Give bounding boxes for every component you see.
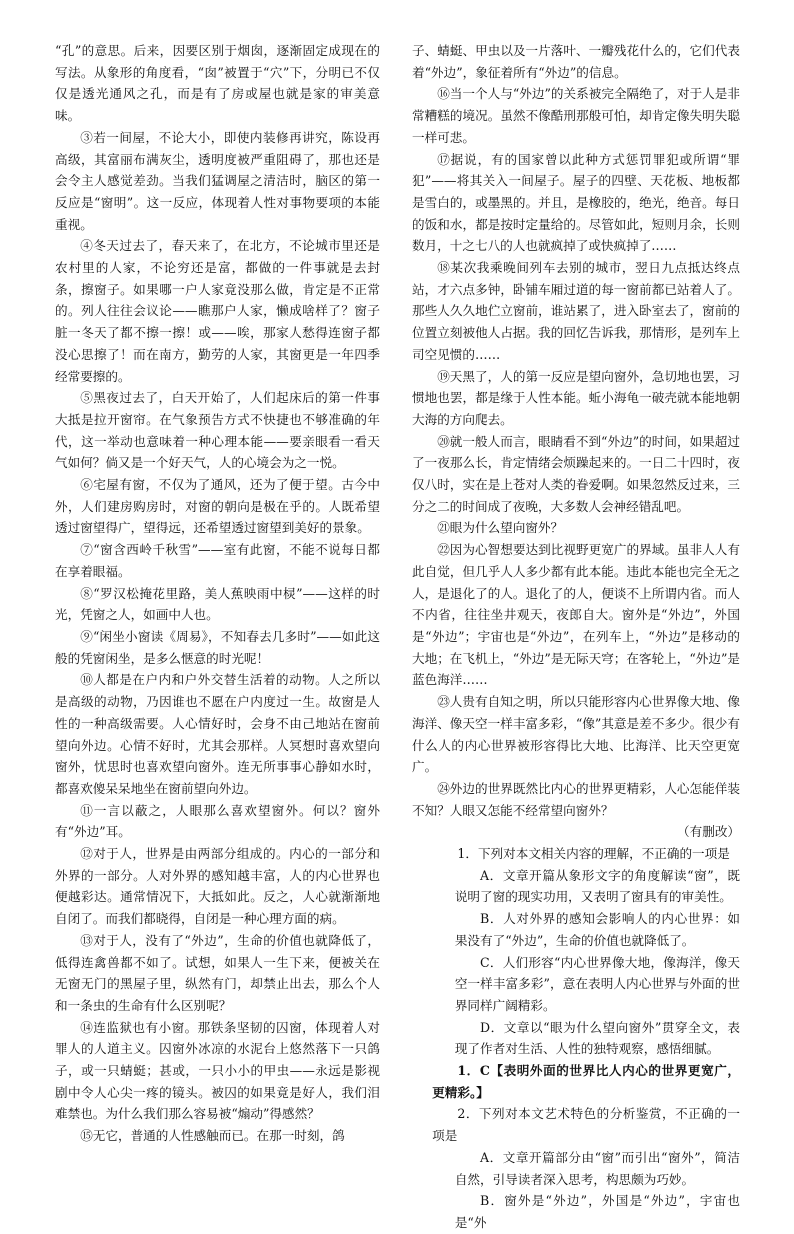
article-paragraph: ⑳就一般人而言，眼睛看不到“外边”的时间，如果超过了一夜那么长，肯定情绪会烦躁起来的。一日二十四时，夜仅八时，实在是上苍对人类的眷爱啊。如果忽然反过来，三分之二的时间成了夜晚，大多数人会神经错乱吧。 xyxy=(412,433,740,514)
right-column xyxy=(412,40,740,1234)
article-paragraph: ⑱某次我乘晚间列车去别的城市，翌日九点抵达终点站，才六点多钟，卧铺车厢过道的每一窗前都已站着人了。那些人久久地伫立窗前，谁站累了，进入卧室去了，窗前的位置立刻被他人占据。我的回忆告诉我，那情形，是列车上司空见惯的…… xyxy=(412,260,740,362)
article-paragraph: ③若一间屋，不论大小，即使内装修再讲究，陈设再高级，其富丽布满灰尘，透明度被严重阻碍了，那也还是会令主人感觉差劲。当我们猛调屋之清洁时，脑区的第一反应是“窗明”。这一反应，体现着人性对事物要项的本能重视。 xyxy=(55,129,380,232)
article-paragraph: ⑤黑夜过去了，白天开始了，人们起床后的第一件事大抵是拉开窗帘。在气象预告方式不快捷也不够准确的年代，这一举动也意味着一种心理本能——要亲眼看一看天气如何？倘又是一个好天气，人的心境会为之一悦。 xyxy=(55,390,380,471)
article-paragraph: ⑲天黑了，人的第一反应是望向窗外，急切地也罢，习惯地也罢，都是缘于人性本能。蚯小海龟一破壳就本能地朝大海的方向爬去。 xyxy=(412,368,740,427)
question-option: D．文章以“眼为什么望向窗外”贯穿全文，表现了作者对生活、人性的独特观察，感悟细腻。 xyxy=(454,1019,740,1057)
article-paragraph: ⑫对于人，世界是由两部分组成的。内心的一部分和外界的一部分。人对外界的感知越丰富，人的内心世界也便越彩达。通常情况下，大抵如此。反之，人心就渐渐地自闭了。而我们都晓得，自闭是一种心理方面的病。 xyxy=(55,846,380,927)
article-paragraph: ⑩人都是在户内和户外交替生活着的动物。人之所以是高级的动物，乃因谁也不愿在户内度过一生。故窗是人性的一种高级需要。人心情好时，会身不由己地站在窗前望向外边。心情不好时，尤其会那样。人冥想时喜欢望向窗外，忧思时也喜欢望向窗外。连无所事事心静如水时，都喜欢傻呆呆地坐在窗前望向外边。 xyxy=(55,672,380,796)
article-paragraph: 子、蜻蜓、甲虫以及一片落叶、一瓣残花什么的，它们代表着“外边”，象征着所有“外边”的信息。 xyxy=(412,43,740,80)
article-paragraph: ⑪一言以蔽之，人眼那么喜欢望窗外。何以？窗外有“外边”耳。 xyxy=(55,802,380,840)
article-paragraph: ㉒因为心智想要达到比视野更宽广的界域。虽非人人有此自觉，但几乎人人多少都有此本能。违此本能也完全无之人，是退化了的人。退化了的人，便谈不上所谓内省。而人不内省，往往坐井观天，夜郎自大。窗外是“外边”，外国是“外边”；宇宙也是“外边”，在列车上，“外边”是移动的大地；在飞机上，“外边”是无际天穹；在客轮上，“外边”是蓝色海洋…… xyxy=(412,542,741,688)
article-paragraph: ⑥宅屋有窗，不仅为了通风，还为了便于望。古今中外，人们建房购房时，对窗的朝向是极在乎的。人既希望透过窗望得广，望得远，还希望透过窗望到美好的景象。 xyxy=(55,477,380,536)
question-option: C．人们形容“内心世界像大地，像海洋，像天空一样丰富多彩”，意在表明人内心世界与外面的世界同样广阔精彩。 xyxy=(454,954,740,1013)
answer-key: 1．C【表明外面的世界比人内心的世界更宽广，更精彩。】 xyxy=(432,1063,740,1100)
article-paragraph: ㉑眼为什么望向窗外？ xyxy=(437,520,564,536)
question-option: B．人对外界的感知会影响人的内心世界：如果没有了“外边”，生命的价值也就降低了。 xyxy=(454,911,740,948)
article-paragraph: ⑦“窗含西岭千秋雪”——室有此窗，不能不说每日都在享着眼福。 xyxy=(55,542,380,579)
article-paragraph: ⑬对于人，没有了“外边”，生命的价值也就降低了，低得连禽兽都不如了。试想，如果人一生下来，便被关在无窗无门的黑屋子里，纵然有门，却禁止出去，那么个人和一条虫的生命有什么区别呢？ xyxy=(55,932,380,1013)
source-note: （有删改） xyxy=(677,824,740,840)
article-paragraph: ④冬天过去了，春天来了，在北方，不论城市里还是农村里的人家，不论穷还是富，都做的一件事就是去封条，擦窗子。如果哪一户人家竟没那么做，肯定是不正常的。列人往往会议论——瞧那户人家，懒成啥样了？窗子脏一冬天了都不擦一擦！或——唉，那家人愁得连窗子都没心思擦了！而在南方，勤劳的人家，其窗更是一年四季经常要擦的。 xyxy=(55,238,380,384)
article-paragraph: ⑭连监狱也有小窗。那铁条坚韧的囚窗，体现着人对罪人的人道主义。囚窗外冰凉的水泥台上悠然落下一只鸽子，或一只蜻蜓；甚或，一只小小的甲虫——永远是影视剧中令人心尖一疼的镜头。被囚的如果竟是好人，我们泪难禁也。为什么我们那么容易被“煽动”得感然？ xyxy=(55,1019,380,1122)
right-paragraphs xyxy=(412,40,740,821)
left-column xyxy=(55,40,380,1147)
question-stem: 2．下列对本文艺术特色的分析鉴赏，不正确的一项是 xyxy=(432,1106,740,1144)
article-paragraph: ⑯当一个人与“外边”的关系被完全隔绝了，对于人是非常糟糕的境况。虽然不像酷刑那般可怕，却肯定像失明失聪一样可悲。 xyxy=(412,86,740,145)
article-paragraph: “孔”的意思。后来，因要区别于烟囱，逐渐固定成现在的写法。从象形的角度看，“囱”被置于“穴”下，分明已不仅仅是透光通风之孔，而是有了房或屋也就是家的审美意味。 xyxy=(55,43,380,124)
question-option: B．窗外是“外边”，外国是“外边”，宇宙也是“外 xyxy=(454,1193,740,1230)
article-paragraph: ㉔外边的世界既然比内心的世界更精彩，人心怎能佯装不知？人眼又怎能不经常望向窗外？ xyxy=(412,780,740,818)
article-paragraph: ㉓人贵有自知之明，所以只能形容内心世界像大地、像海洋、像天空一样丰富多彩，“像”其意是差不多少。很少有什么人的内心世界被形容得比大地、比海洋、比天空更宽广。 xyxy=(412,694,740,775)
article-paragraph: ⑧“罗汉松掩花里路，美人蕉映雨中棂”——这样的时光，凭窗之人，如画中人也。 xyxy=(55,585,380,623)
article-paragraph: ⑮无它，普通的人性感触而已。在那一时刻，鸽 xyxy=(80,1128,345,1144)
article-paragraph: ⑨“闲坐小窗读《周易》，不知春去几多时”——如此这般的凭窗闲坐，是多么惬意的时光呢！ xyxy=(55,628,380,666)
question-option: A．文章开篇从象形文字的角度解读“窗”，既说明了窗的现实功用，又表明了窗具有的审美性。 xyxy=(454,867,740,905)
questions-section xyxy=(412,843,740,1234)
article-paragraph: ⑰据说，有的国家曾以此种方式惩罚罪犯或所谓“罪犯”——将其关入一间屋子。屋子的四壁、天花板、地板都是雪白的，或墨黑的。并且，是橡胶的，绝光，绝音。每日的饭和水，都是按时定量给的。尽管如此，短则月余，长则数月，十之七八的人也就疯掉了或快疯掉了…… xyxy=(412,151,740,254)
question-option: A．文章开篇部分由“窗”而引出“窗外”，简洁自然，引导读者深入思考，构思颇为巧妙。 xyxy=(454,1149,740,1187)
question-stem: 1．下列对本文相关内容的理解，不正确的一项是 xyxy=(457,846,730,862)
